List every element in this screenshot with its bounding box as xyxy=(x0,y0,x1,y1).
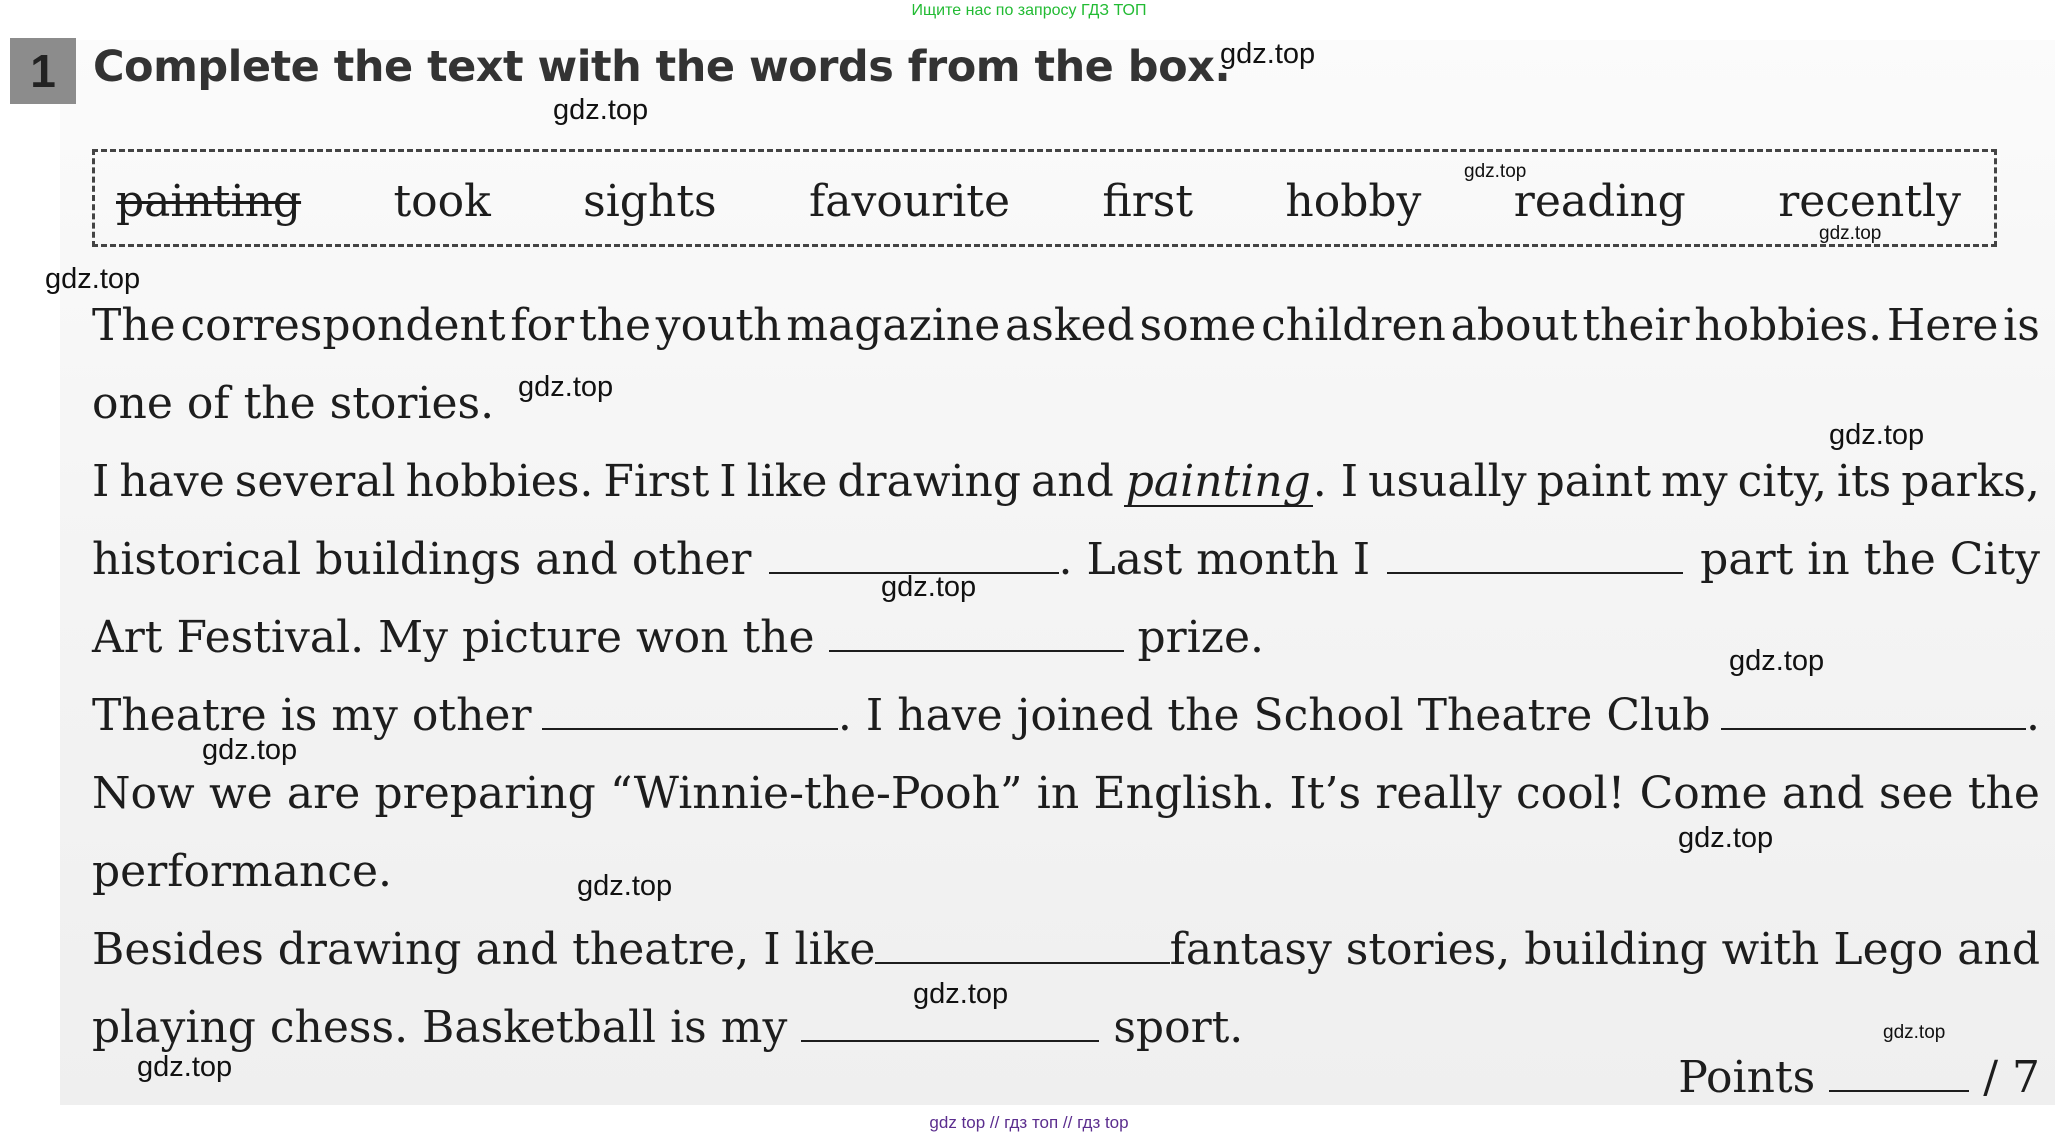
watermark: gdz.top xyxy=(1678,822,1774,854)
text-line-10 xyxy=(92,998,1243,1058)
text-segment: prize. xyxy=(1137,612,1264,663)
watermark: gdz.top xyxy=(45,263,141,295)
text-word: youth xyxy=(655,300,782,351)
word-box-item: first xyxy=(1102,176,1194,227)
text-word: cool! xyxy=(1515,768,1626,819)
text-word: their xyxy=(1582,300,1690,351)
text-word: magazine xyxy=(786,300,1001,351)
watermark: gdz.top xyxy=(1819,223,1882,244)
watermark: gdz.top xyxy=(913,978,1009,1010)
text-word: The xyxy=(92,300,176,351)
watermark: gdz.top xyxy=(137,1051,233,1083)
text-line-2 xyxy=(92,374,494,434)
answer-group xyxy=(1124,452,1358,512)
text-word: some xyxy=(1139,300,1257,351)
text-word: and xyxy=(1031,456,1114,507)
text-segment: one of the stories. xyxy=(92,378,495,429)
watermark: gdz.top xyxy=(1220,38,1316,70)
word-box-item: hobby xyxy=(1285,176,1422,227)
text-line-3 xyxy=(92,452,2040,512)
text-word: its xyxy=(1836,456,1892,507)
text-line-6 xyxy=(92,686,2040,746)
text-segment: playing chess. Basketball is my xyxy=(92,1002,788,1053)
text-word: Now xyxy=(92,768,195,819)
text-word: hobbies. xyxy=(405,456,594,507)
points-label: Points xyxy=(1678,1052,1816,1103)
word-box-item: recently xyxy=(1778,176,1961,227)
text-word: hobbies. xyxy=(1694,300,1883,351)
word-box-item: painting xyxy=(116,176,302,227)
word-box-item: sights xyxy=(583,176,717,227)
watermark: gdz.top xyxy=(881,571,977,603)
text-word: First xyxy=(603,456,710,507)
text-word: for xyxy=(510,300,575,351)
watermark: gdz.top xyxy=(202,734,298,766)
word-box-item: reading xyxy=(1513,176,1686,227)
top-banner[interactable]: Ищите нас по запросу ГДЗ ТОП xyxy=(911,2,1147,19)
text-line-5 xyxy=(92,608,1264,668)
watermark: gdz.top xyxy=(577,870,673,902)
text-word: see xyxy=(1878,768,1954,819)
text-word: city, xyxy=(1737,456,1827,507)
text-word: is xyxy=(2003,300,2040,351)
text-word: English. xyxy=(1093,768,1276,819)
word-list xyxy=(116,172,1961,232)
text-word: have xyxy=(119,456,225,507)
text-segment: historical buildings and other xyxy=(92,534,752,585)
text-segment: part in the City xyxy=(1700,534,2040,585)
watermark: gdz.top xyxy=(518,371,614,403)
answer-blank-6[interactable] xyxy=(875,922,1169,964)
text-line-9 xyxy=(92,920,2040,980)
text-word: correspondent xyxy=(180,300,506,351)
text-segment: . Last month I xyxy=(1058,534,1371,585)
text-word: asked xyxy=(1005,300,1135,351)
text-segment: sport. xyxy=(1113,1002,1244,1053)
watermark: gdz.top xyxy=(1883,1022,1946,1043)
text-segment: performance. xyxy=(92,846,393,897)
text-word: several xyxy=(234,456,396,507)
text-word: in xyxy=(1036,768,1080,819)
points-blank[interactable] xyxy=(1829,1050,1969,1092)
answer-filled-example: painting xyxy=(1125,456,1311,507)
text-word: really xyxy=(1375,768,1502,819)
text-word: . I xyxy=(1312,456,1359,507)
text-word: are xyxy=(286,768,361,819)
text-word: we xyxy=(208,768,273,819)
text-line-8 xyxy=(92,842,392,902)
watermark: gdz.top xyxy=(1464,161,1527,182)
word-box-item: favourite xyxy=(808,176,1010,227)
bottom-links[interactable]: gdz top // гдз топ // гдз top xyxy=(929,1113,1129,1132)
text-word: I xyxy=(719,456,737,507)
watermark: gdz.top xyxy=(553,94,649,126)
text-segment: Theatre is my other xyxy=(92,690,532,741)
text-word: my xyxy=(1661,456,1728,507)
text-word: preparing xyxy=(374,768,596,819)
watermark: gdz.top xyxy=(1829,419,1925,451)
points-total: / 7 xyxy=(1983,1052,2040,1103)
answer-blank-1[interactable] xyxy=(769,532,1059,574)
text-word: like xyxy=(746,456,828,507)
text-line-1 xyxy=(92,296,2040,356)
text-word: “Winnie-the-Pooh” xyxy=(610,768,1023,819)
text-word: children xyxy=(1261,300,1446,351)
text-word: parks, xyxy=(1901,456,2040,507)
text-word: the xyxy=(578,300,651,351)
text-segment: Art Festival. My picture won the xyxy=(92,612,815,663)
text-word: the xyxy=(1967,768,2040,819)
word-box-item: took xyxy=(393,176,491,227)
text-word: Come xyxy=(1639,768,1768,819)
text-word: about xyxy=(1450,300,1578,351)
text-segment: . I have joined the School Theatre Club xyxy=(837,690,1711,741)
answer-blank-3[interactable] xyxy=(829,610,1124,652)
text-segment: fantasy stories, building with Lego and xyxy=(1169,924,2040,975)
exercise-instruction: Complete the text with the words from the box. xyxy=(93,42,1231,92)
points-score xyxy=(1678,1048,2040,1108)
text-segment: . xyxy=(2025,690,2040,741)
answer-blank-2[interactable] xyxy=(1387,532,1683,574)
text-word: and xyxy=(1781,768,1865,819)
text-segment: Besides drawing and theatre, I like xyxy=(92,924,876,975)
text-word: drawing xyxy=(837,456,1022,507)
text-word: usually xyxy=(1368,456,1527,507)
text-word: Here xyxy=(1886,300,1999,351)
watermark: gdz.top xyxy=(1729,645,1825,677)
text-word: I xyxy=(92,456,110,507)
answer-blank-4[interactable] xyxy=(542,688,838,730)
text-line-4 xyxy=(92,530,2040,590)
answer-blank-5[interactable] xyxy=(1721,688,2026,730)
text-word: paint xyxy=(1536,456,1652,507)
exercise-number: 1 xyxy=(10,38,76,104)
text-word: It’s xyxy=(1289,768,1362,819)
text-line-7 xyxy=(92,764,2040,824)
